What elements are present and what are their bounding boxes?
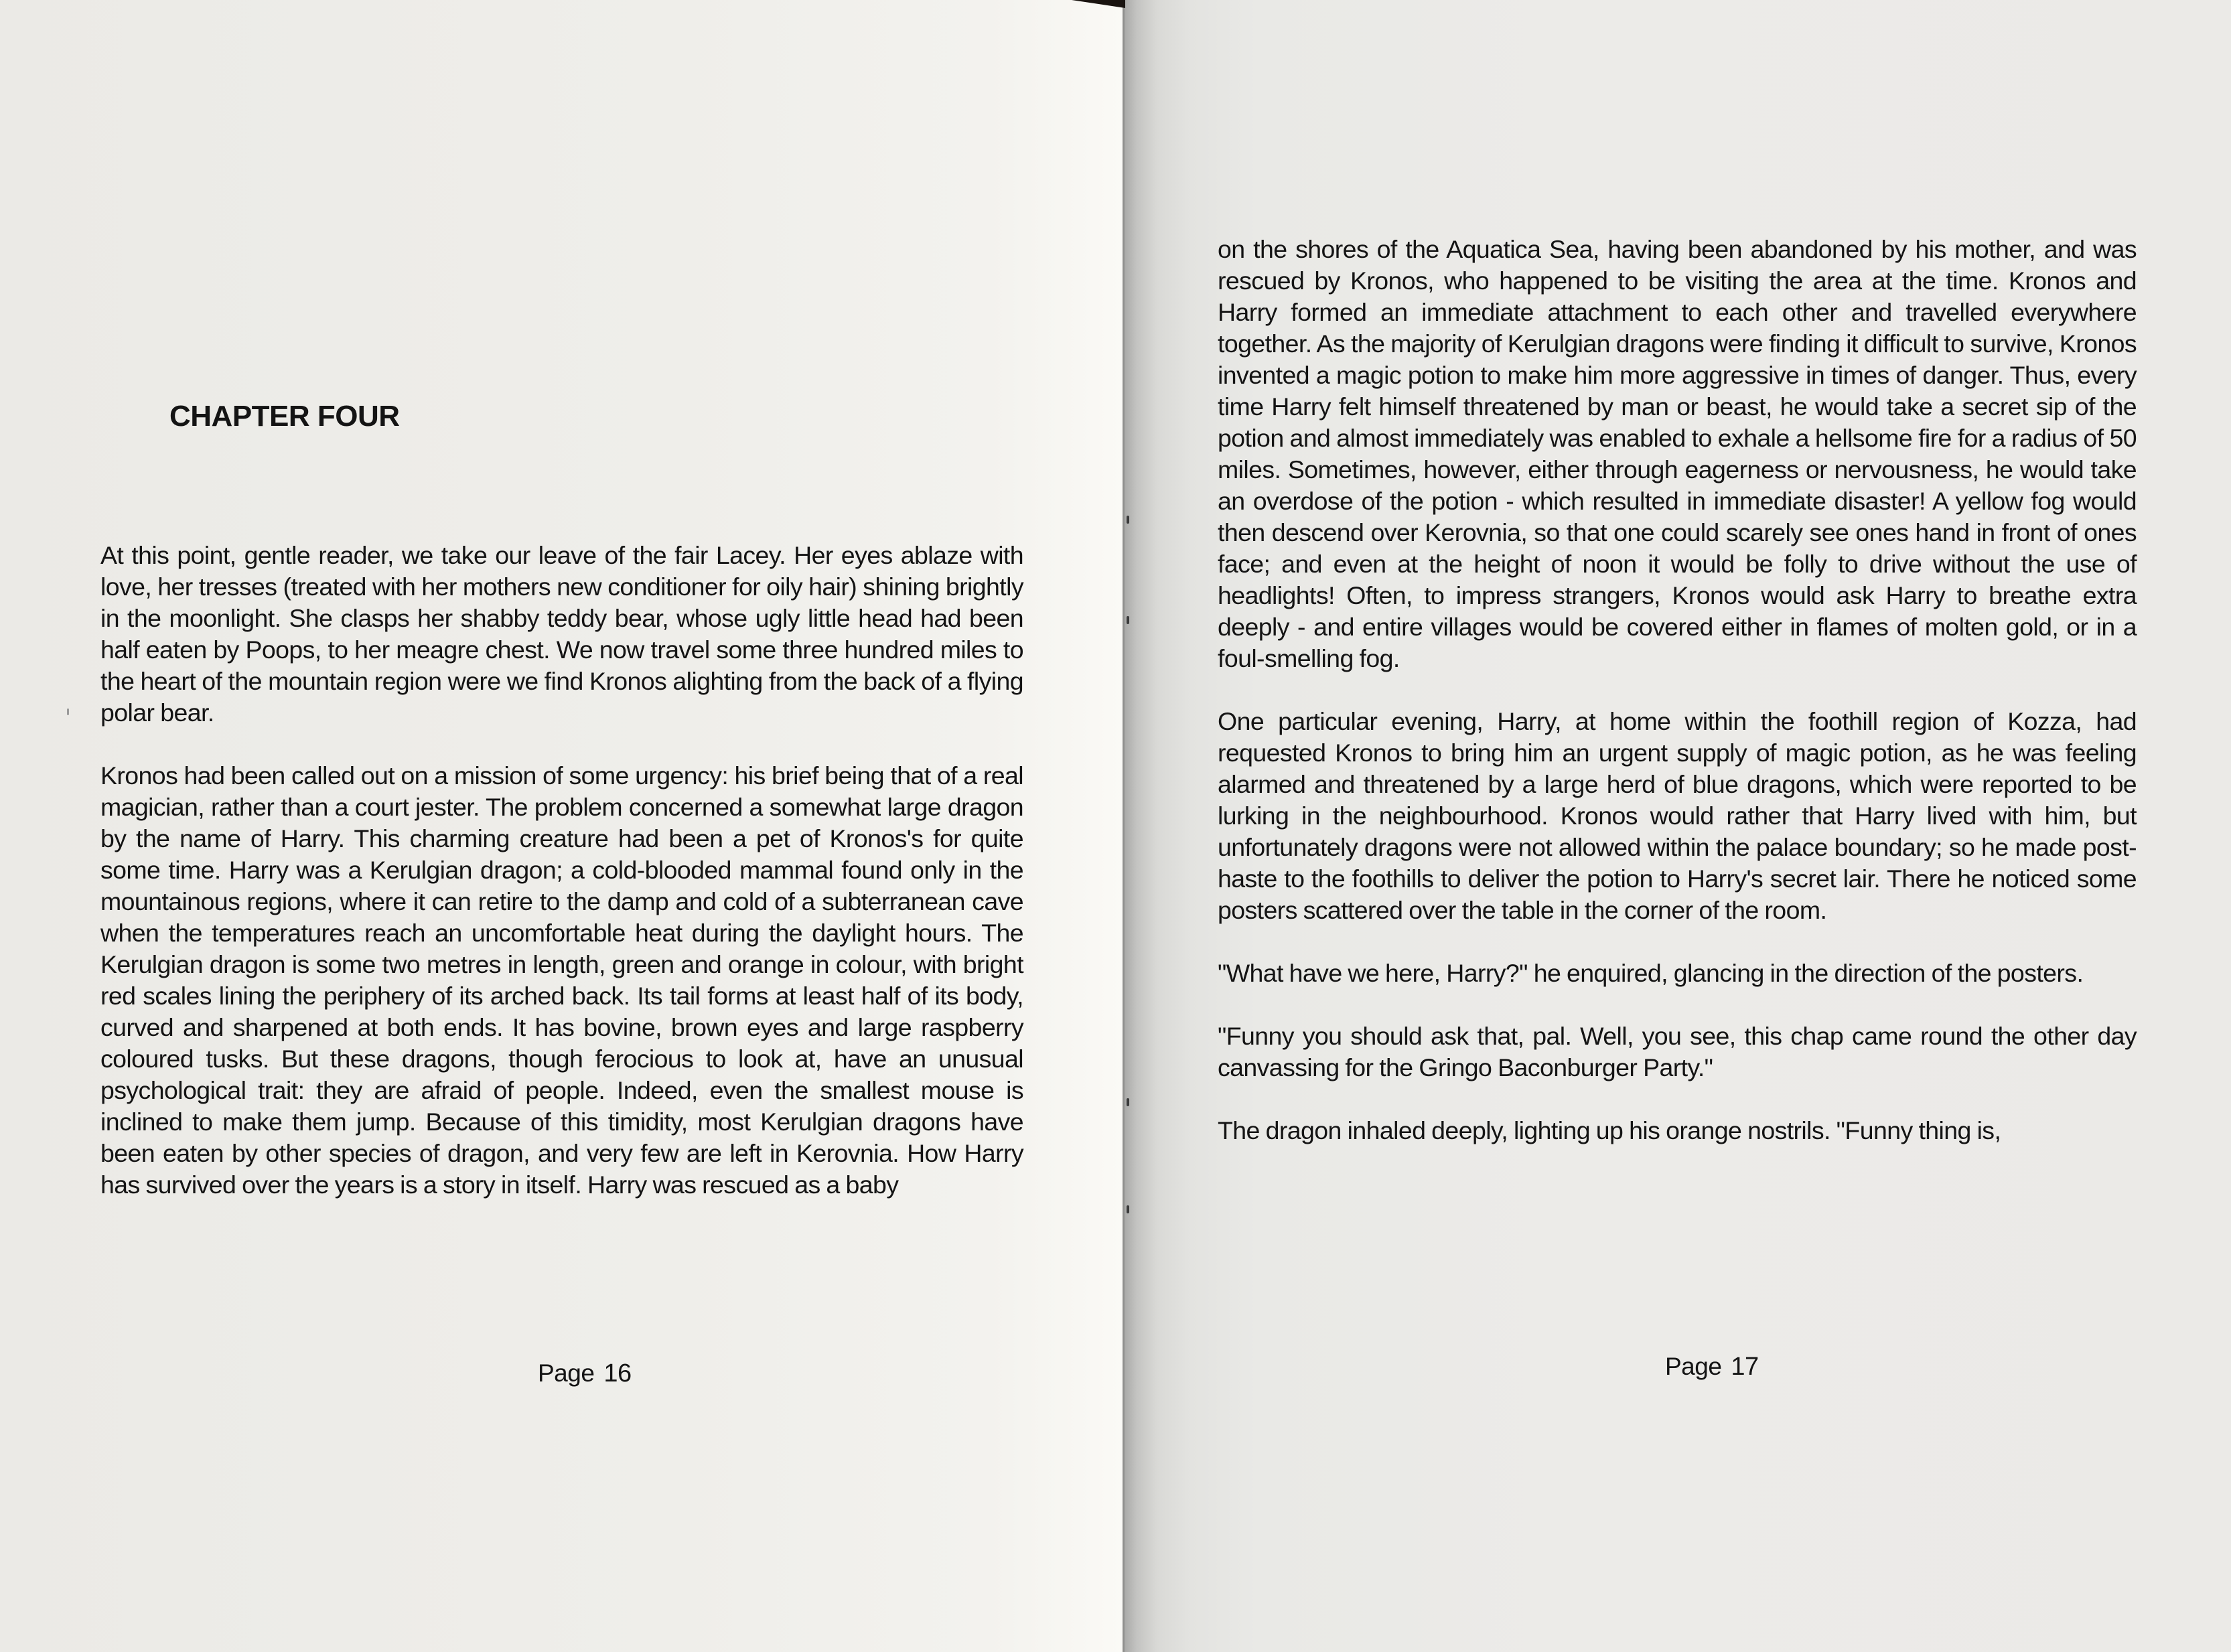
paragraph: "Funny you should ask that, pal. Well, you see, this chap came round the other day canvassing for the Gringo Baconburger Party." [1218,1022,2137,1081]
binding-staple-mark [1127,1205,1129,1213]
paragraph: "What have we here, Harry?" he enquired, glancing in the direction of the posters. [1218,959,2084,987]
binding-staple-mark [1127,616,1129,624]
paper-speck [67,708,69,715]
right-page [1124,0,2231,1652]
page-number-footer [538,1359,632,1388]
right-page-body [1218,234,2137,1178]
paragraph: One particular evening, Harry, at home within the foothill region of Kozza, had requested Kronos to bring him an urgent supply of magic potion, as he was feeling alarmed and threatened by a large herd of blue dragons, which were reported to be lurking in the neighbourhood. Kronos would rather that Harry lived with him, but unfortunately dragons were not allowed within the palace boundary; so he made post-haste to the foothills to deliver the potion to Harry's secret lair. There he noticed some posters scattered over the table in the corner of the room. [1218,707,2137,924]
paragraph: on the shores of the Aquatica Sea, having been abandoned by his mother, and was rescued by Kronos, who happened to be visiting the area at the time. Kronos and Harry formed an immediate attachment to each other and travelled everywhere together. As the majority of Kerulgian dragons were finding it difficult to survive, Kronos invented a magic potion to make him more aggressive in times of danger. Thus, every time Harry felt himself threatened by man or beast, he would take a secret sip of the potion and almost immediately was enabled to exhale a hellsome fire for a radius of 50 miles. Sometimes, however, either through eagerness or nervousness, he would take an overdose of the potion - which resulted in immediate disaster! A yellow fog would then descend over Kerovnia, so that one could scarely see ones hand in front of ones face; and even at the height of noon it would be folly to drive without the use of headlights! Often, to impress strangers, Kronos would ask Harry to breathe extra deeply - and entire villages would be covered either in flames of molten gold, or in a foul-smelling fog. [1218,235,2137,672]
paragraph: At this point, gentle reader, we take our leave of the fair Lacey. Her eyes ablaze with love, her tresses (treated with her mothers new conditioner for oily hair) shining brightly in the moonlight. She clasps her shabby teddy bear, whose ugly little head had been half eaten by Poops, to her meagre chest. We now travel some three hundred miles to the heart of the mountain region were we find Kronos alighting from the back of a flying polar bear. [100,541,1023,727]
binding-staple-mark [1127,1098,1129,1106]
paragraph: Kronos had been called out on a mission of some urgency: his brief being that of a real magician, rather than a court jester. The problem concerned a somewhat large dragon by the name of Harry. This charming creature had been a pet of Kronos's for quite some time. Harry was a Kerulgian dragon; a cold-blooded mammal found only in the mountainous regions, where it can retire to the damp and cold of a subterranean cave when the temperatures reach an uncomfortable heat during the daylight hours. The Kerulgian dragon is some two metres in length, green and orange in colour, with bright red scales lining the periphery of its arched back. Its tail forms at least half of its body, curved and sharpened at both ends. It has bovine, brown eyes and large raspberry coloured tusks. But these dragons, though ferocious to look at, have an unusual psychological trait: they are afraid of people. Indeed, even the smallest mouse is inclined to make them jump. Because of this timidity, most Kerulgian dragons have been eaten by other species of dragon, and very few are left in Kerovnia. How Harry has survived over the years is a story in itself. Harry was rescued as a baby [100,761,1023,1199]
left-page-body [100,540,1023,1232]
paragraph: The dragon inhaled deeply, lighting up his orange nostrils. "Funny thing is, [1218,1116,2001,1144]
page-number: 16 [603,1359,632,1387]
page-label: Page [538,1359,595,1387]
page-number: 17 [1731,1353,1759,1381]
page-number-footer [1665,1353,1759,1381]
book-spine [1123,0,1125,1652]
binding-staple-mark [1127,516,1129,524]
chapter-title: CHAPTER FOUR [169,400,400,433]
page-label: Page [1665,1353,1722,1380]
